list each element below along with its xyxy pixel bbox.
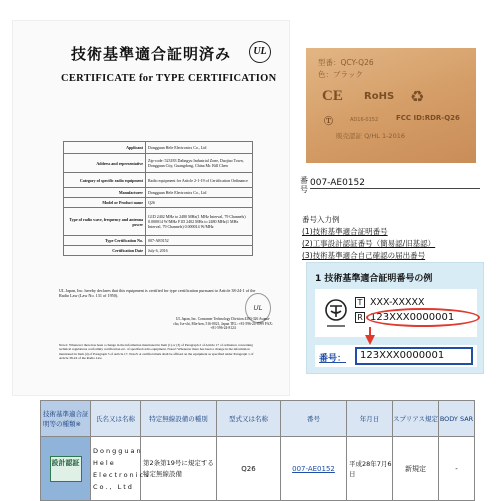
cert-type-cell [41, 437, 91, 501]
certificate-title-en: CERTIFICATE for TYPE CERTIFICATION [61, 73, 277, 84]
number-label: 番号 [300, 176, 308, 194]
registry-table [40, 400, 475, 501]
registry-header-row [41, 401, 475, 437]
date-cell: 平成28年7月6日 [347, 437, 393, 501]
telec-number: AD16-0152 [350, 117, 379, 123]
design-certification-icon: 設計認証 [50, 456, 82, 482]
example-title: 1 技術基準適合証明番号の例 [315, 274, 433, 284]
certificate-declaration: UL Japan, Inc. hereby declares that this equipment is certified for type certification pursuant to Article 38-24-1 of the Radio Law (Law No. 131 of 1950). [59, 288, 256, 299]
row-value: Radio equipment for Article 2-1-19 of Certification Ordinance [146, 173, 253, 188]
header-number: 番号 [281, 401, 347, 437]
giteki-mark-icon [321, 297, 351, 329]
recycle-icon: ♻ [410, 87, 425, 106]
legend-item: (3)技術基準適合自己確認の届出番号 [302, 251, 426, 260]
t-label: T [355, 297, 365, 308]
header-cert-type: 技術基準適合証明等の種類※ [41, 401, 91, 437]
certificate-document [12, 20, 290, 396]
row-key: Type of radio wave, frequency and antenna power [64, 208, 146, 236]
ce-mark-icon: CE [322, 88, 343, 104]
number-line [300, 176, 480, 192]
ul-logo: UL [249, 41, 271, 63]
row-value: Q26 [146, 198, 253, 208]
telec-mark-icon: Ⓣ [324, 117, 334, 127]
name-cell: Dongguan Hele Electronics Co., Ltd [91, 437, 141, 501]
header-equipment-category: 特定無線設備の種別 [141, 401, 217, 437]
header-date: 年月日 [347, 401, 393, 437]
certificate-row [64, 142, 253, 154]
official-stamp: UL [245, 293, 271, 323]
certificate-issuer: UL Japan, Inc. Consumer Technology Division 4383-326 Asama-cho, Ise-shi, Mie-ken, 516-0021, Japan TEL: +81-596-24-8999 FAX: +81-596-24-8124 [173, 317, 273, 331]
label-bottom-text: 販売認証 Q/HL 1-2016 [336, 132, 405, 140]
r-label: R [355, 312, 365, 323]
certification-number-example [306, 262, 484, 374]
r-number: 123XXX0000001 [370, 312, 455, 323]
example-mark-area [315, 289, 477, 337]
row-key: Category of specific radio equipment [64, 173, 146, 188]
row-key: Applicant [64, 142, 146, 154]
product-label-photo [306, 48, 476, 163]
row-key: Model or Product name [64, 198, 146, 208]
number-link[interactable]: 007-AE0152 [281, 437, 347, 501]
row-value: G1D 2402 MHz to 2480 MHz(1 MHz Interval, 79 Channels) 0.000014 W/MHz F1D 2402 MHz to 2480 MHz(1 MHz Interval, 79 Channels) 0.000014 W/MHz [146, 208, 253, 236]
table-row [41, 437, 475, 501]
row-value: 007-AE0152 [146, 236, 253, 246]
legend-item: (1)技術基準適合証明番号 [302, 227, 388, 236]
legend-title: 番号入力例 [302, 215, 340, 224]
example-number-row [315, 345, 477, 367]
certificate-row [64, 198, 253, 208]
spurious-cell: 新規定 [393, 437, 439, 501]
header-body-sar: BODY SAR [439, 401, 475, 437]
rohs-mark-icon: RoHS [364, 91, 395, 102]
fcc-id: FCC ID:RDR-Q26 [396, 114, 460, 122]
certificate-row [64, 208, 253, 236]
header-name: 氏名又は名称 [91, 401, 141, 437]
certificate-row [64, 188, 253, 198]
body-sar-cell: - [439, 437, 475, 501]
certificate-row [64, 173, 253, 188]
certificate-table [63, 141, 253, 256]
t-number: XXX-XXXXX [370, 297, 425, 308]
row-value: Zip-code: 523183 Dalingyu Industrial Zone, Daojiao Town, Dongguan City, Guangdong, China Mr. Bill Chen [146, 154, 253, 173]
number-value: 007-AE0152 [310, 178, 480, 189]
model-cell: Q26 [217, 437, 281, 501]
row-value: Dongguan Hele Electronics Co., Ltd [146, 188, 253, 198]
label-model: 型番：QCY-Q26 [318, 58, 374, 67]
label-color: 色：ブラック [318, 70, 363, 79]
number-input-legend [302, 214, 492, 262]
highlight-oval [366, 308, 480, 327]
legend-item: (2)工事設計認証番号（簡易認/旧基認） [302, 239, 436, 248]
row-key: Address and representative [64, 154, 146, 173]
row-key: Certification Date [64, 246, 146, 256]
row-value: Dongguan Hele Electronics Co., Ltd [146, 142, 253, 154]
certificate-title-jp: 技術基準適合証明済み [71, 45, 232, 63]
certificate-row [64, 236, 253, 246]
row-key: Type Certification No. [64, 236, 146, 246]
header-spurious: スプリアス規定 [393, 401, 439, 437]
certificate-row [64, 154, 253, 173]
certificate-row [64, 246, 253, 256]
down-arrow-icon [365, 335, 375, 345]
row-key: Manufacturer [64, 188, 146, 198]
certificate-notes: Note1: Whenever there has been a change in the information mentioned in Item (1) or (3) of Paragraph 2 of Article 17 of ordinance concerning technical regulations conformity certification etc. of specified radio equipment. Note2: Whenever there has been a change in the information mentioned in Item (4) of Paragraph 3 of Article 17. Note3: A certified mark shall be affixed on the equipment as specified under Paragraph 1 of Article 38-24 of the Radio Law. [59, 343, 254, 361]
example-number-label: 番号： [319, 354, 347, 364]
example-number-field: 123XXX0000001 [355, 347, 473, 365]
header-model: 型式又は名称 [217, 401, 281, 437]
row-value: July 6, 2016 [146, 246, 253, 256]
category-cell: 第2条第19号に規定する特定無線設備 [141, 437, 217, 501]
